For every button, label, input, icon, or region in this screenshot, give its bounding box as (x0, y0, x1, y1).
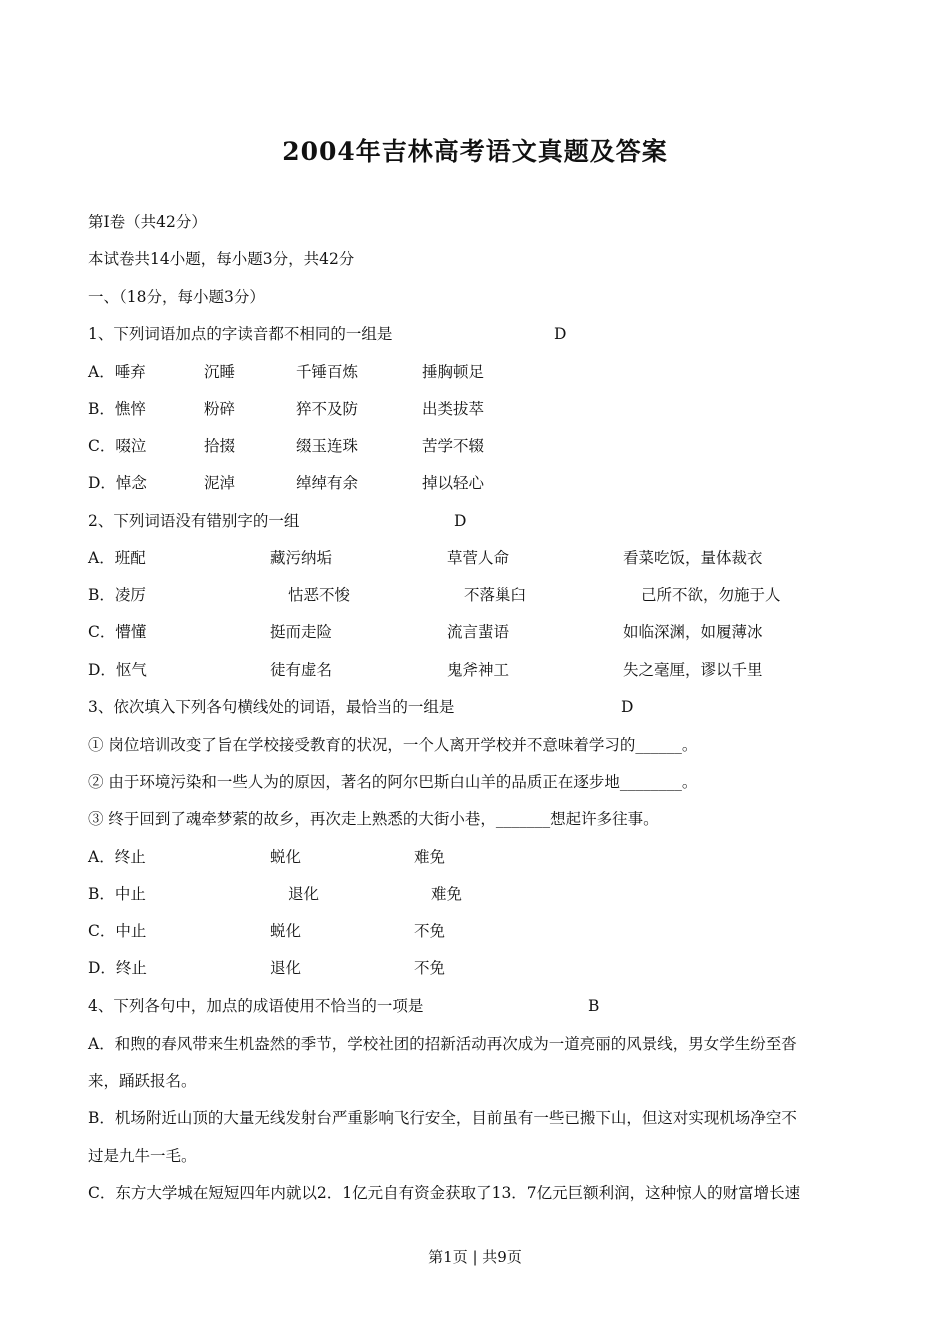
q3-option-d (88, 958, 446, 978)
q2-option-c (88, 622, 763, 642)
option-cell: 掉以轻心 (422, 474, 485, 492)
option-cell: 不免 (414, 922, 446, 940)
q1-option-b (88, 399, 485, 419)
option-cell: C．啜泣 (88, 437, 147, 455)
q4-option-b-line-2: 过是九牛一毛。 (88, 1147, 197, 1165)
q2-option-a (88, 548, 763, 568)
q4-option-a-line-1: A．和煦的春风带来生机盎然的季节，学校社团的招新活动再次成为一道亮丽的风景线，男女学生纷至沓 (88, 1035, 797, 1053)
question-2-stem (88, 511, 467, 531)
section-header: 第Ⅰ卷（共42分） (88, 213, 207, 231)
question-1-answer: D (554, 325, 567, 343)
option-cell: 如临深渊，如履薄冰 (623, 623, 763, 641)
option-cell: 失之毫厘，谬以千里 (623, 661, 763, 679)
option-cell: 不免 (414, 959, 446, 977)
q3-sentence-1: ① 岗位培训改变了旨在学校接受教育的状况，一个人离开学校并不意味着学习的______。 (88, 736, 698, 754)
option-cell: A．终止 (88, 848, 146, 866)
option-cell: 藏污纳垢 (270, 549, 333, 567)
question-2-text: 2、下列词语没有错别字的一组 (88, 512, 300, 530)
option-cell: D．悼念 (88, 474, 147, 492)
option-cell: 退化 (270, 959, 302, 977)
option-cell: 难免 (414, 848, 446, 866)
q1-option-a (88, 362, 485, 382)
q1-option-d (88, 473, 485, 493)
page-title: 2004年吉林高考语文真题及答案 (282, 137, 668, 166)
option-cell: 拾掇 (204, 437, 236, 455)
q4-option-a-line-2: 来，踊跃报名。 (88, 1072, 197, 1090)
option-cell: 捶胸顿足 (422, 363, 485, 381)
option-cell: 蜕化 (270, 922, 302, 940)
option-cell: 怙恶不悛 (288, 586, 351, 604)
option-cell: B．中止 (88, 885, 146, 903)
option-cell: B．憔悴 (88, 400, 146, 418)
option-cell: C．中止 (88, 922, 147, 940)
part-one-header: 一、（18分，每小题3分） (88, 288, 265, 306)
option-cell: 蜕化 (270, 848, 302, 866)
option-cell: 出类拔萃 (422, 400, 485, 418)
option-cell: 徒有虚名 (270, 661, 333, 679)
q3-sentence-2: ② 由于环境污染和一些人为的原因，著名的阿尔巴斯白山羊的品质正在逐步地________。 (88, 773, 698, 791)
option-cell: 鬼斧神工 (447, 661, 510, 679)
q4-option-b-line-1: B．机场附近山顶的大量无线发射台严重影响飞行安全，目前虽有一些已搬下山，但这对实现机场净空不 (88, 1109, 797, 1127)
option-cell: 不落巢臼 (464, 586, 527, 604)
option-cell: 难免 (431, 885, 463, 903)
option-cell: D．终止 (88, 959, 147, 977)
question-4-stem (88, 996, 600, 1016)
q4-option-c-line-1: C．东方大学城在短短四年内就以2．1亿元自有资金获取了13．7亿元巨额利润，这种惊人的财富增长速 (88, 1184, 801, 1202)
option-cell: 苦学不辍 (422, 437, 485, 455)
option-cell: A．班配 (88, 549, 146, 567)
option-cell: 挺而走险 (270, 623, 333, 641)
option-cell: 猝不及防 (296, 400, 359, 418)
option-cell: 千锤百炼 (296, 363, 359, 381)
question-4-answer: B (588, 997, 600, 1015)
option-cell: 流言蜚语 (447, 623, 510, 641)
option-cell: 看菜吃饭，量体裁衣 (623, 549, 763, 567)
question-1-text: 1、下列词语加点的字读音都不相同的一组是 (88, 325, 393, 343)
question-1-stem (88, 324, 567, 344)
option-cell: 草菅人命 (447, 549, 510, 567)
option-cell: A．唾弃 (88, 363, 146, 381)
option-cell: 绰绰有余 (296, 474, 359, 492)
q3-option-b (88, 884, 463, 904)
option-cell: C．懵懂 (88, 623, 147, 641)
q3-option-a (88, 847, 446, 867)
page-footer: 第1页 | 共9页 (428, 1248, 522, 1266)
option-cell: 退化 (288, 885, 320, 903)
option-cell: 缀玉连珠 (296, 437, 359, 455)
question-3-stem (88, 697, 634, 717)
option-cell: B．凌厉 (88, 586, 146, 604)
q3-option-c (88, 921, 446, 941)
question-3-answer: D (621, 698, 634, 716)
question-2-answer: D (454, 512, 467, 530)
question-4-text: 4、下列各句中，加点的成语使用不恰当的一项是 (88, 997, 424, 1015)
q3-sentence-3: ③ 终于回到了魂牵梦萦的故乡，再次走上熟悉的大街小巷，_______想起许多往事。 (88, 810, 659, 828)
q1-option-c (88, 436, 485, 456)
option-cell: 沉睡 (204, 363, 236, 381)
q2-option-b (88, 585, 781, 605)
q2-option-d (88, 660, 763, 680)
option-cell: 泥淖 (204, 474, 236, 492)
option-cell: D．怄气 (88, 661, 147, 679)
option-cell: 己所不欲，勿施于人 (641, 586, 781, 604)
question-3-text: 3、依次填入下列各句横线处的词语，最恰当的一组是 (88, 698, 455, 716)
option-cell: 粉碎 (204, 400, 236, 418)
section-instructions: 本试卷共14小题，每小题3分，共42分 (88, 250, 355, 268)
